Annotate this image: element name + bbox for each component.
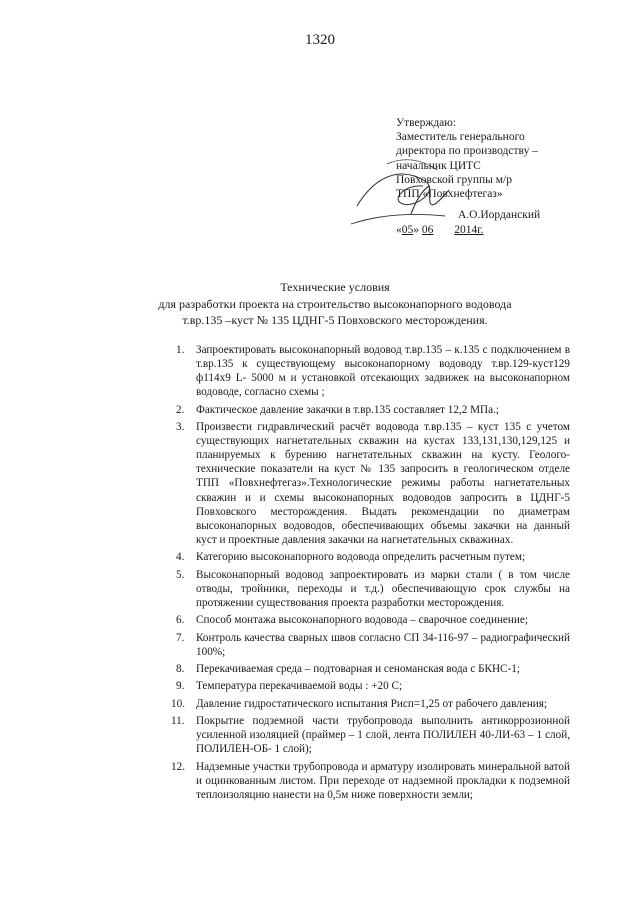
list-item <box>176 613 570 627</box>
item-number: 2. <box>176 403 185 416</box>
item-number: 12. <box>171 760 185 773</box>
item-text: Температура перекачиваемой воды : +20 С; <box>196 680 403 693</box>
approval-line: ТПП «Повхнефтегаз» <box>396 188 503 201</box>
list-item <box>176 568 570 610</box>
item-text: Фактическое давление закачки в т.вр.135 составляет 12,2 МПа.; <box>196 403 500 416</box>
item-number: 6. <box>176 614 185 627</box>
list-item <box>176 343 570 399</box>
list-item <box>171 697 570 711</box>
title-line: для разработки проекта на строительство высоконапорного водовода <box>158 296 512 311</box>
approval-line: начальник ЦИТС <box>396 159 481 172</box>
list-item <box>176 550 570 564</box>
approval-line: директора по производству – <box>396 145 538 158</box>
approval-line: Повховской группы м/р <box>396 173 512 186</box>
list-item <box>171 714 570 756</box>
list-item <box>171 760 570 802</box>
item-text: Запроектировать высоконапорный водовод т.вр.135 – к.135 с подключением в т.вр.135 к существующему высоконапорному водоводу т.вр.129-куст129 ф114х9 L- 5000 м и установкой отсекающих задвижек на высоконапорном водоводе, согласно схемы ; <box>196 344 570 399</box>
date-day: 05 <box>401 224 414 237</box>
approval-date: «05» 06 2014г. <box>396 224 484 237</box>
item-text: Давление гидростатического испытания Рисп=1,25 от рабочего давления; <box>196 697 548 710</box>
list-item <box>176 662 570 676</box>
list-item <box>176 403 570 417</box>
item-number: 8. <box>176 663 185 676</box>
item-number: 3. <box>176 421 185 434</box>
approval-line: Утверждаю: <box>396 117 457 129</box>
list-item <box>176 420 570 547</box>
item-number: 10. <box>171 697 185 710</box>
signer-name: А.О.Иорданский <box>458 209 541 222</box>
item-number: 11. <box>171 715 185 728</box>
list-item <box>176 631 570 659</box>
conditions-list <box>171 343 570 805</box>
date-month: 06 <box>421 224 434 237</box>
item-number: 5. <box>176 568 185 581</box>
item-text: Контроль качества сварных швов согласно СП 34-116-97 – радиографический 100%; <box>196 631 570 658</box>
item-number: 4. <box>176 551 185 564</box>
item-number: 1. <box>176 344 185 356</box>
page-number: 1320 <box>305 32 335 48</box>
item-text: Надземные участки трубопровода и арматуру изолировать минеральной ватой и оцинкованным листом. При переходе от надземной прокладки к подземной теплоизоляцию нанести на 0,5м ниже поверхности земли; <box>196 760 570 801</box>
title-line: т.вр.135 –куст № 135 ЦДНГ-5 Повховского месторождения. <box>182 313 488 327</box>
item-number: 9. <box>176 680 185 693</box>
item-text: Категорию высоконапорного водовода определить расчетным путем; <box>196 551 526 564</box>
list-item <box>176 679 570 693</box>
approval-block <box>396 116 596 238</box>
item-text: Произвести гидравлический расчёт водовода т.вр.135 – куст 135 с учетом существующих нагнетательных скважин на кустах 133,131,130,129,125 и планируемых к бурению нагнетательных скважин на кусту. Геолого-технические показатели на куст № 135 запросить в геологическом отделе ТПП «Повхнефтегаз».Технологические режимы работы нагнетательных скважин и и схемы высоконапорных водоводов запросить в ЦДНГ-5 Повховского месторождения. Выдать рекомендации по диаметрам высоконапорных водоводов, обеспечивающих объемы закачки на данный куст и проектные давления закачки на нагнетательных скважинах. <box>196 421 570 546</box>
approval-line: Заместитель генерального <box>396 131 525 144</box>
date-year: 2014г. <box>454 224 484 237</box>
item-text: Высоконапорный водовод запроектировать из марки стали ( в том числе отводы, тройники, переходы и т.д.) обеспечивающую срок службы на протяжении существования проекта разработки месторождения. <box>196 568 570 609</box>
item-text: Перекачиваемая среда – подтоварная и сеноманская вода с БКНС-1; <box>196 663 520 676</box>
title-line: Технические условия <box>280 280 390 294</box>
document-title <box>120 279 550 329</box>
item-number: 7. <box>176 631 185 644</box>
item-text: Покрытие подземной части трубопровода выполнить антикоррозионной усиленной изоляцией (праймер – 1 слой, лента ПОЛИЛЕН 40-ЛИ-63 – 1 слой, ПОЛИЛЕН-ОБ- 1 слой); <box>196 715 570 756</box>
item-text: Способ монтажа высоконапорного водовода – сварочное соединение; <box>196 614 528 627</box>
